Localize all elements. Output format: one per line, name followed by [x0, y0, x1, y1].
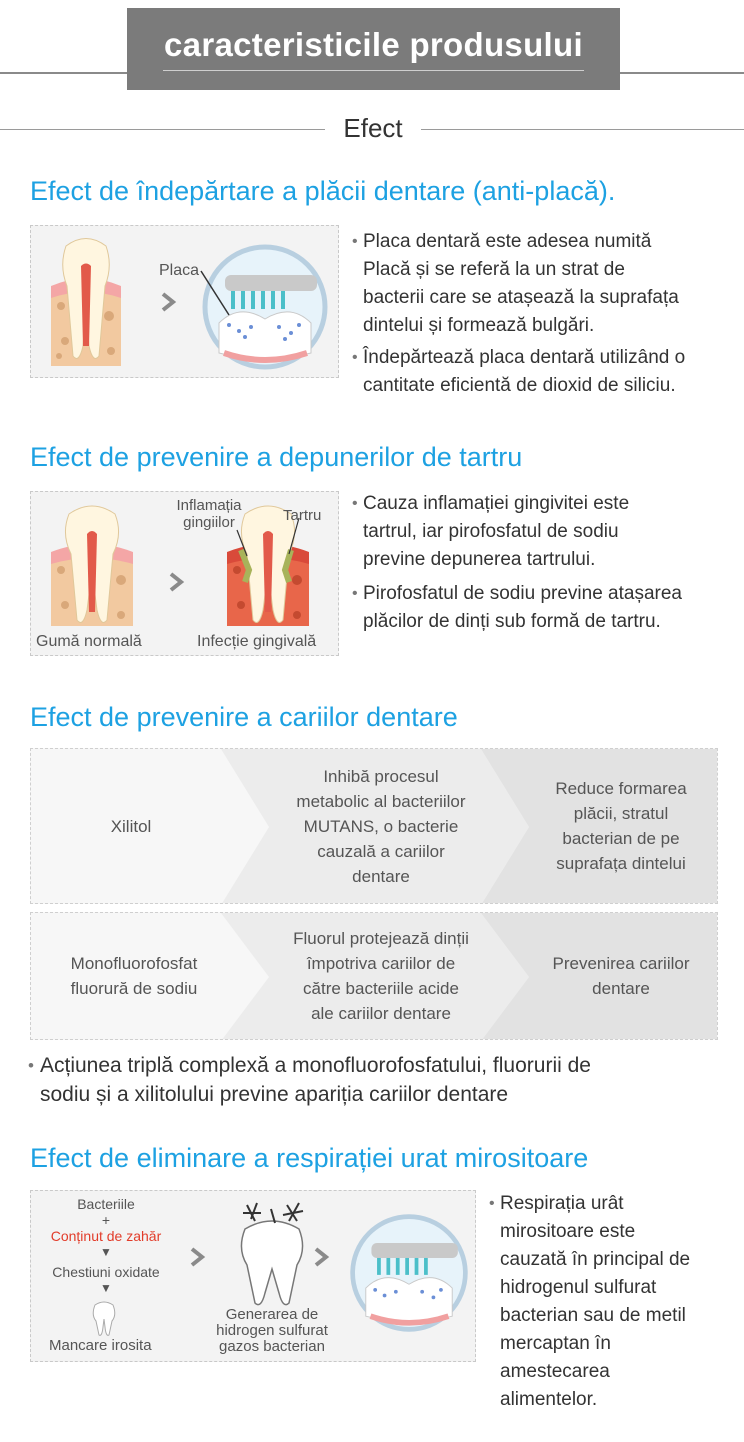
flow-cell-result: Reduce formarea plăcii, stratul bacterian de pe suprafața dintelui — [555, 779, 687, 873]
chevron-right-icon — [159, 292, 179, 312]
chevron-right-icon — [188, 1247, 208, 1267]
normal-gum-caption: Gumă normală — [36, 633, 142, 650]
bullet-dot: • — [352, 585, 358, 602]
section-label: Efect — [343, 113, 403, 143]
bacteria-process-labels: Bacteriile + Conținut de zahăr ▼ Chestiuni oxidate ▼ — [41, 1196, 171, 1300]
bullet-dot: • — [352, 495, 358, 512]
caries-note: • Acțiunea triplă complexă a monofluorofosfatului, fluorurii de sodiu și a xilitolului previne apariția cariilor dentare — [40, 1051, 720, 1109]
bacteria-tooth-icon — [227, 1199, 317, 1309]
hydrogen-sulfide-labels: Generarea de hidrogen sulfurat gazos bacterian — [216, 1306, 328, 1355]
anti-plaque-title: Efect de îndepărtare a plăcii dentare (anti-placă). — [30, 176, 616, 206]
arrow-down-icon: ▼ — [100, 1281, 112, 1295]
toothbrush-circle-icon — [347, 1211, 471, 1335]
wasted-food-label: Mancare irosita — [49, 1337, 152, 1354]
flow-cell-ingredient: Monofluorofosfat fluorură de sodiu — [70, 954, 198, 998]
chevron-right-icon — [312, 1247, 332, 1267]
breath-illustration — [30, 1190, 476, 1362]
flow-cell-mechanism: Fluorul protejează dinții împotriva cariilor de către bacteriile acide ale cariilor dentare — [293, 929, 469, 1023]
anti-plaque-illustration — [30, 225, 339, 378]
anti-plaque-bullet-1: • Placa dentară este adesea numită Placă și se referă la un strat de bacterii care se atașează la suprafața dintelui și formează bulgări. — [363, 228, 679, 340]
tartar-bullet-1: • Cauza inflamației gingivitei este tartrul, iar pirofosfatul de sodiu previne depunerea tartrului. — [363, 490, 629, 574]
bullet-dot: • — [352, 349, 358, 366]
section-rule-left — [0, 129, 325, 130]
plaque-label: Placa — [159, 262, 200, 279]
header-underline — [163, 70, 584, 71]
flow-cell-result: Prevenirea cariilor dentare — [552, 954, 690, 998]
toothbrush-circle-icon — [199, 241, 331, 373]
infected-gum-caption: Infecție gingivală — [197, 633, 317, 650]
chevron-right-icon — [167, 572, 187, 592]
page-title: caracteristicile produsului — [164, 26, 583, 63]
breath-bullet: • Respirația urât mirositoare este cauzată în principal de hidrogenul sulfurat bacterian sau de metil mercaptan în amestecarea alimentelor. — [500, 1190, 690, 1414]
breath-title: Efect de eliminare a respirației urat mirositoare — [30, 1143, 589, 1173]
normal-tooth-icon — [47, 500, 137, 630]
flow-cell-ingredient: Xilitol — [110, 816, 152, 836]
section-rule-right — [421, 129, 744, 130]
inflammation-label: Inflamația gingiilor — [176, 497, 242, 531]
tartar-illustration — [30, 491, 339, 656]
caries-flow-row-1 — [30, 748, 718, 904]
flow-cell-mechanism: Inhibă procesul metabolic al bacteriilor MUTANS, o bacterie cauzală a cariilor dentare — [296, 766, 466, 886]
bullet-dot: • — [352, 233, 358, 250]
caries-flow-row-2 — [30, 912, 718, 1040]
tartar-bullet-2: • Pirofosfatul de sodiu previne atașarea plăcilor de dinți sub formă de tartru. — [363, 580, 682, 636]
header-banner — [127, 8, 620, 90]
small-tooth-icon — [91, 1301, 117, 1337]
arrow-down-icon: ▼ — [100, 1245, 112, 1259]
bullet-dot: • — [489, 1195, 495, 1212]
tartar-label: Tartru — [283, 507, 322, 524]
tartar-title: Efect de prevenire a depunerilor de tartru — [30, 442, 523, 472]
caries-title: Efect de prevenire a cariilor dentare — [30, 702, 458, 732]
anti-plaque-bullet-2: • Îndepărtează placa dentară utilizând o cantitate eficientă de dioxid de siliciu. — [363, 344, 685, 400]
bullet-dot: • — [28, 1056, 34, 1075]
